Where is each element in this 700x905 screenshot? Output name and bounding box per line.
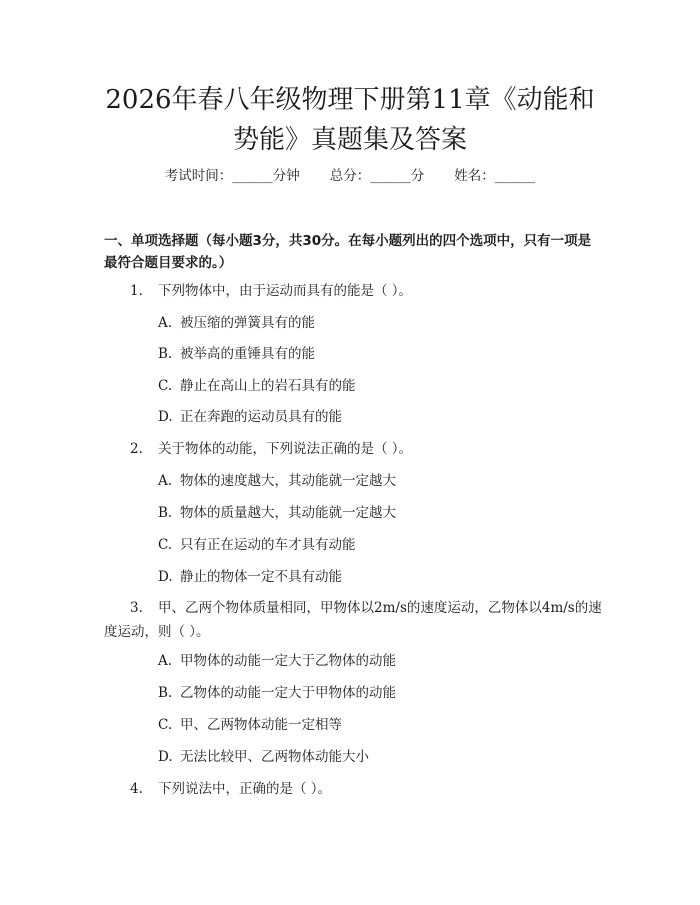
q2-option-d: [158, 566, 342, 588]
question-text: 下列说法中，正确的是（ ）。: [158, 781, 332, 797]
question-number: 4.: [130, 781, 143, 797]
option-text: 物体的速度越大，其动能就一定越大: [180, 473, 396, 489]
option-letter: B.: [158, 685, 173, 701]
question-number: 2.: [130, 441, 143, 457]
q1-option-d: [158, 406, 342, 428]
page-title: 2026年春八年级物理下册第11章《动能和势能》真题集及答案: [105, 85, 595, 155]
option-text: 静止在高山上的岩石具有的能: [180, 378, 356, 394]
question-3: [104, 596, 614, 644]
question-number: 1.: [130, 283, 143, 299]
option-text: 只有正在运动的车才具有动能: [180, 537, 356, 553]
option-letter: C.: [158, 717, 173, 733]
option-text: 甲、乙两物体动能一定相等: [180, 717, 342, 733]
option-letter: D.: [158, 569, 173, 585]
option-letter: D.: [158, 749, 173, 765]
option-letter: A.: [158, 653, 173, 669]
option-text: 正在奔跑的运动员具有的能: [180, 409, 342, 425]
q3-option-c: [158, 714, 342, 736]
question-number: 3.: [130, 600, 143, 616]
option-letter: A.: [158, 473, 173, 489]
q1-option-a: [158, 312, 315, 334]
option-text: 无法比较甲、乙两物体动能大小: [180, 749, 369, 765]
q2-option-c: [158, 534, 356, 556]
option-text: 被压缩的弹簧具有的能: [180, 315, 315, 331]
exam-info: [0, 166, 700, 186]
total-score-field: 总分：______分: [329, 168, 425, 184]
q2-option-b: [158, 502, 396, 524]
q3-option-d: [158, 746, 369, 768]
option-text: 静止的物体一定不具有动能: [180, 569, 342, 585]
q1-option-c: [158, 375, 356, 397]
option-text: 乙物体的动能一定大于甲物体的动能: [180, 685, 396, 701]
q2-option-a: [158, 470, 396, 492]
student-name-field: 姓名：______: [454, 168, 536, 184]
question-2: [130, 438, 412, 460]
q1-option-b: [158, 343, 315, 365]
option-letter: B.: [158, 505, 173, 521]
question-text: 关于物体的动能，下列说法正确的是（ ）。: [158, 441, 413, 457]
option-letter: C.: [158, 537, 173, 553]
question-1: [130, 280, 412, 302]
q3-option-a: [158, 650, 396, 672]
option-text: 被举高的重锤具有的能: [180, 346, 315, 362]
section-heading: 一、单项选择题（每小题3分，共30分。在每小题列出的四个选项中，只有一项是最符合题目要求的。）: [104, 233, 592, 271]
option-letter: B.: [158, 346, 173, 362]
exam-time-field: 考试时间：______分钟: [164, 168, 300, 184]
question-4: [130, 778, 331, 800]
option-text: 物体的质量越大，其动能就一定越大: [180, 505, 396, 521]
option-text: 甲物体的动能一定大于乙物体的动能: [180, 653, 396, 669]
question-text: 下列物体中，由于运动而具有的能是（ ）。: [158, 283, 413, 299]
option-letter: D.: [158, 409, 173, 425]
q3-option-b: [158, 682, 396, 704]
question-text: 甲、乙两个物体质量相同，甲物体以2m/s的速度运动，乙物体以4m/s的速度运动，则（ ）。: [104, 600, 602, 640]
option-letter: C.: [158, 378, 173, 394]
option-letter: A.: [158, 315, 173, 331]
